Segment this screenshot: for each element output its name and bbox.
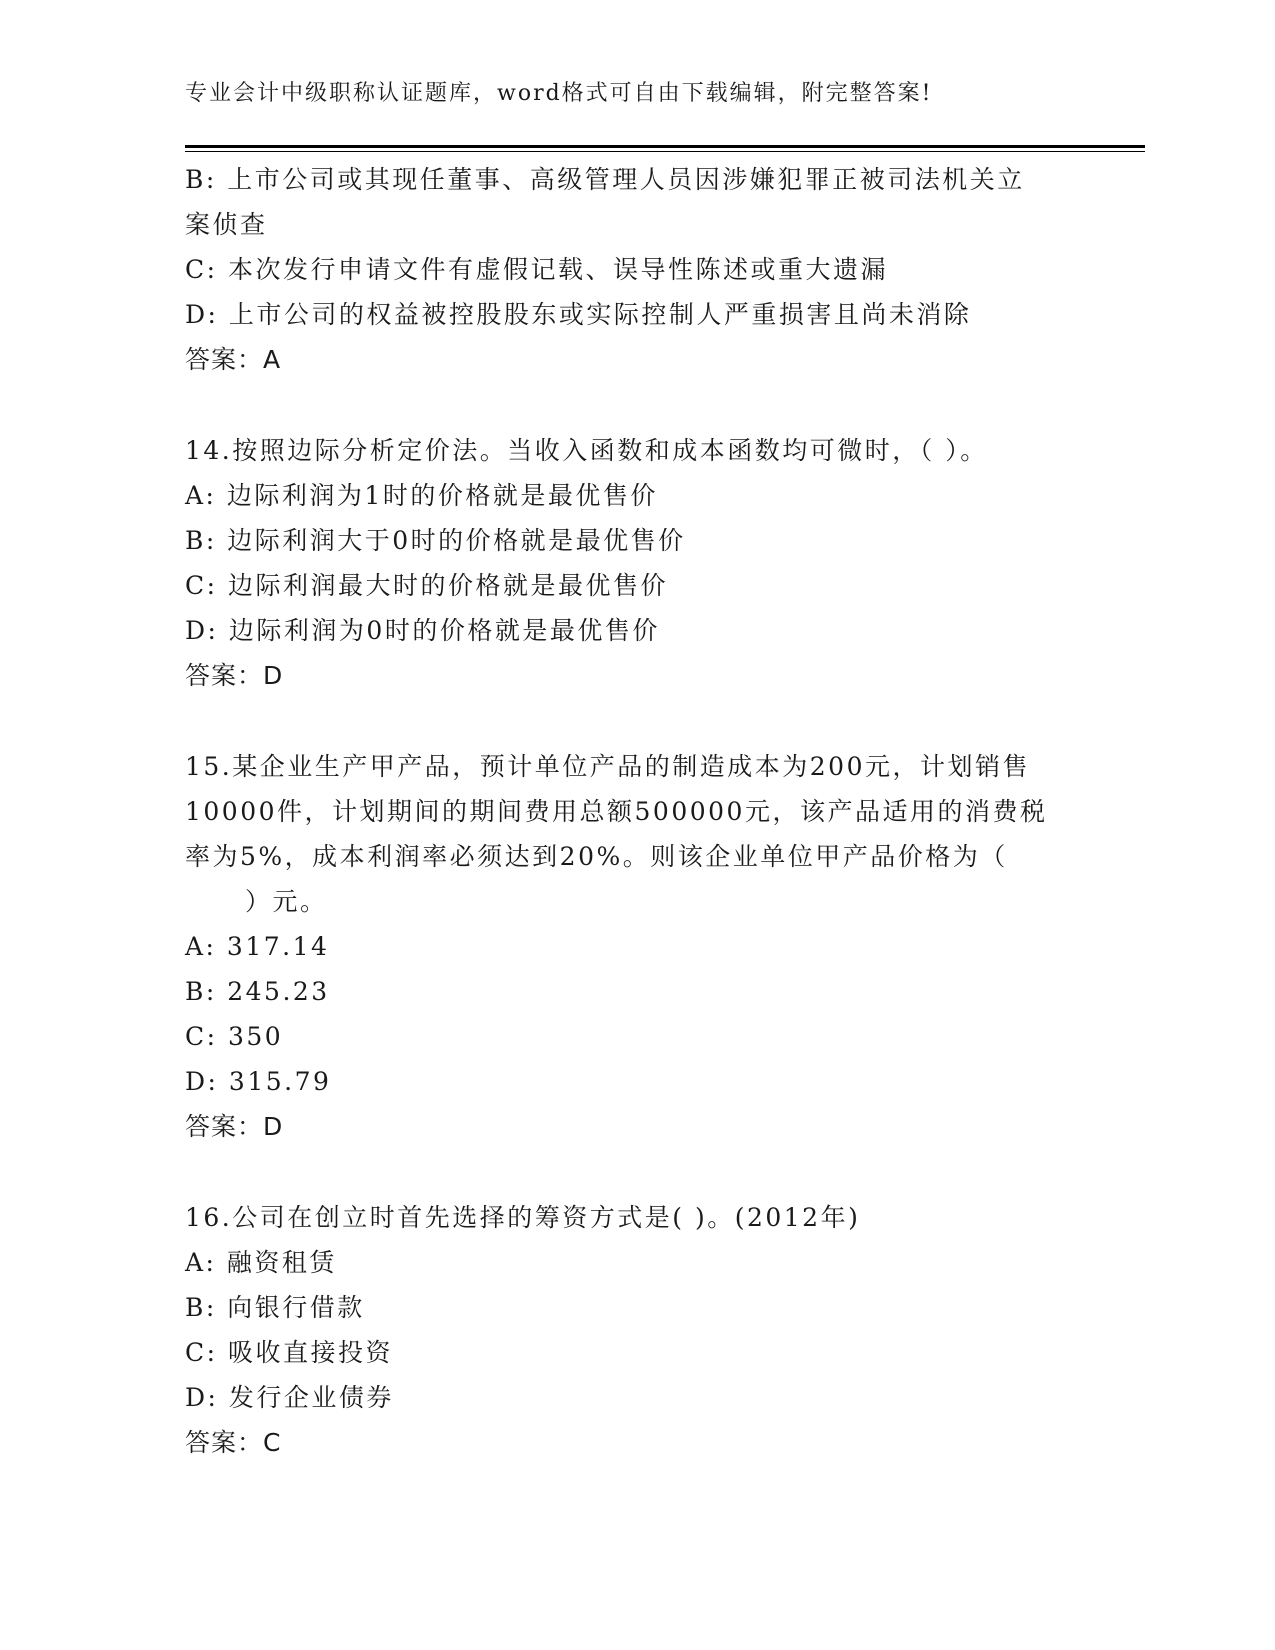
q16-option-b: B: 向银行借款: [185, 1293, 365, 1322]
q13-option-b: B: 上市公司或其现任董事、高级管理人员因涉嫌犯罪正被司法机关立: [185, 165, 1025, 194]
q15-question-line-1: 15.某企业生产甲产品，预计单位产品的制造成本为200元，计划销售: [185, 752, 1030, 781]
q14-answer: 答案：D: [185, 661, 284, 690]
q16-option-c: C: 吸收直接投资: [185, 1338, 393, 1367]
question-15-block: [185, 744, 1085, 1149]
q15-option-b: B: 245.23: [185, 977, 330, 1006]
q15-question-line-4: ）元。: [245, 887, 328, 916]
spacer: [185, 1149, 1085, 1195]
header-rule-thin: [185, 151, 1145, 152]
header-rule-thick: [185, 145, 1145, 148]
q14-option-b: B: 边际利润大于0时的价格就是最优售价: [185, 526, 686, 555]
question-14-block: [185, 428, 1085, 698]
q15-answer: 答案：D: [185, 1112, 284, 1141]
q15-question-line-3: 率为5%，成本利润率必须达到20%。则该企业单位甲产品价格为（: [185, 842, 1008, 871]
q14-option-a: A: 边际利润为1时的价格就是最优售价: [185, 481, 658, 510]
spacer: [185, 382, 1085, 428]
q13-answer: 答案：A: [185, 345, 282, 374]
question-16-block: [185, 1195, 1085, 1465]
q16-option-d: D: 发行企业债券: [185, 1383, 394, 1412]
page-header: 专业会计中级职称认证题库，word格式可自由下载编辑，附完整答案!: [185, 81, 933, 106]
q15-question-line-2: 10000件，计划期间的期间费用总额500000元，该产品适用的消费税: [185, 797, 1048, 826]
q16-option-a: A: 融资租赁: [185, 1248, 337, 1277]
q14-option-c: C: 边际利润最大时的价格就是最优售价: [185, 571, 668, 600]
q16-answer: 答案：C: [185, 1428, 282, 1457]
q13-option-b-cont: 案侦查: [185, 210, 268, 239]
q13-option-d: D: 上市公司的权益被控股股东或实际控制人严重损害且尚未消除: [185, 300, 972, 329]
question-13-block: [185, 157, 1085, 382]
q13-option-c: C: 本次发行申请文件有虚假记载、误导性陈述或重大遗漏: [185, 255, 889, 284]
q16-question: 16.公司在创立时首先选择的筹资方式是( )。(2012年): [185, 1203, 861, 1232]
q14-option-d: D: 边际利润为0时的价格就是最优售价: [185, 616, 660, 645]
question-content: [185, 157, 1085, 1465]
q14-question: 14.按照边际分析定价法。当收入函数和成本函数均可微时，（ ）。: [185, 436, 988, 465]
spacer: [185, 698, 1085, 744]
q15-option-d: D: 315.79: [185, 1067, 332, 1096]
q15-option-a: A: 317.14: [185, 932, 330, 961]
q15-option-c: C: 350: [185, 1022, 284, 1051]
